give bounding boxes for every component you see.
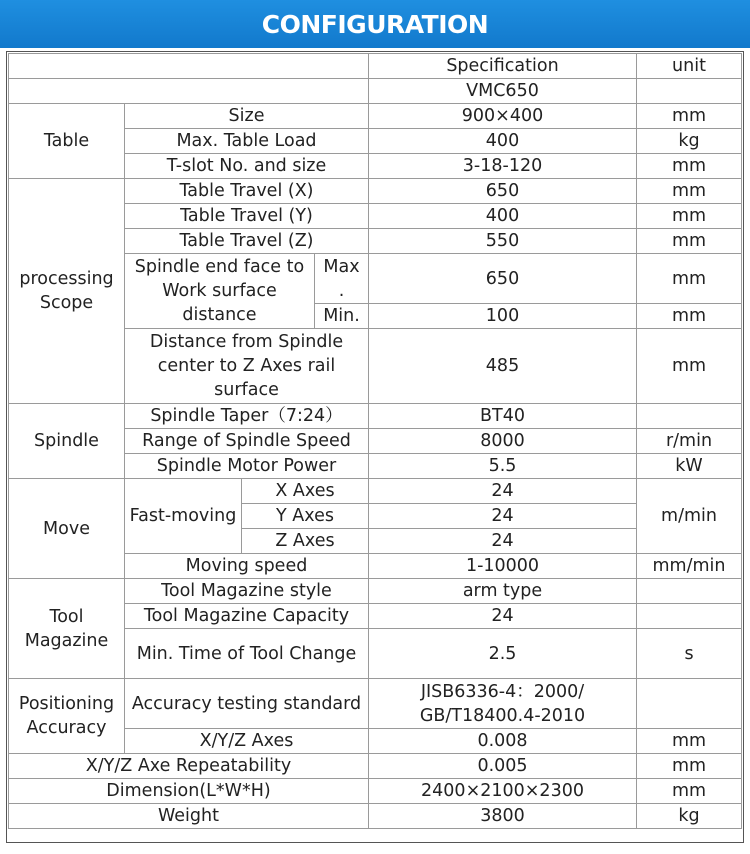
row-unit bbox=[637, 404, 742, 429]
row-unit: mm bbox=[637, 154, 742, 179]
row-unit: mm bbox=[637, 104, 742, 129]
row-label: T-slot No. and size bbox=[125, 154, 369, 179]
table-row bbox=[9, 679, 742, 704]
min-label: Min. bbox=[315, 304, 369, 329]
row-unit: s bbox=[637, 629, 742, 679]
row-value: 485 bbox=[369, 329, 637, 404]
table-row bbox=[9, 779, 742, 804]
row-value: 100 bbox=[369, 304, 637, 329]
row-label: Max. Table Load bbox=[125, 129, 369, 154]
row-label: X/Y/Z Axes bbox=[125, 729, 369, 754]
row-value: 900×400 bbox=[369, 104, 637, 129]
row-value: 24 bbox=[369, 604, 637, 629]
table-row bbox=[9, 579, 742, 604]
row-unit: mm/min bbox=[637, 554, 742, 579]
row-label: Spindle Taper（7:24） bbox=[125, 404, 369, 429]
max-label: Max . bbox=[315, 254, 369, 304]
row-label: Accuracy testing standard bbox=[125, 679, 369, 729]
header-blank-cell bbox=[9, 54, 369, 79]
row-value: 650 bbox=[369, 179, 637, 204]
table-row bbox=[9, 479, 742, 504]
row-value: 3800 bbox=[369, 804, 637, 829]
table-row bbox=[9, 804, 742, 829]
table-row bbox=[9, 54, 742, 79]
row-value: JISB6336-4：2000/ GB/T18400.4-2010 bbox=[369, 679, 637, 729]
row-value: 2400×2100×2300 bbox=[369, 779, 637, 804]
row-value: 8000 bbox=[369, 429, 637, 454]
table-row bbox=[9, 179, 742, 204]
row-value: BT40 bbox=[369, 404, 637, 429]
row-value: 1-10000 bbox=[369, 554, 637, 579]
row-label: Distance from Spindle center to Z Axes rail surface bbox=[125, 329, 369, 404]
row-value: 0.005 bbox=[369, 754, 637, 779]
row-value: 0.008 bbox=[369, 729, 637, 754]
row-label: Tool Magazine style bbox=[125, 579, 369, 604]
row-label: Range of Spindle Speed bbox=[125, 429, 369, 454]
row-label: X/Y/Z Axe Repeatability bbox=[9, 754, 369, 779]
row-unit: mm bbox=[637, 729, 742, 754]
group-positioning: Positioning Accuracy bbox=[9, 679, 125, 754]
row-label: Spindle Motor Power bbox=[125, 454, 369, 479]
row-unit: mm bbox=[637, 254, 742, 304]
row-label: Weight bbox=[9, 804, 369, 829]
row-label: Table Travel (Z) bbox=[125, 229, 369, 254]
row-value: 3-18-120 bbox=[369, 154, 637, 179]
row-unit: r/min bbox=[637, 429, 742, 454]
group-tool-magazine: Tool Magazine bbox=[9, 579, 125, 679]
row-label: Table Travel (X) bbox=[125, 179, 369, 204]
row-value: 400 bbox=[369, 129, 637, 154]
row-unit: mm bbox=[637, 779, 742, 804]
table-row bbox=[9, 104, 742, 129]
configuration-banner bbox=[0, 0, 750, 48]
row-value: 550 bbox=[369, 229, 637, 254]
group-table: Table bbox=[9, 104, 125, 179]
row-label: Tool Magazine Capacity bbox=[125, 604, 369, 629]
spec-table bbox=[8, 53, 742, 829]
row-value: 2.5 bbox=[369, 629, 637, 679]
row-unit bbox=[637, 579, 742, 604]
row-unit: kg bbox=[637, 129, 742, 154]
table-row bbox=[9, 404, 742, 429]
row-unit bbox=[637, 679, 742, 729]
axis-label: Y Axes bbox=[242, 504, 369, 529]
fast-moving-label: Fast-moving bbox=[125, 479, 242, 554]
model-value: VMC650 bbox=[369, 79, 637, 104]
row-label: Min. Time of Tool Change bbox=[125, 629, 369, 679]
table-row bbox=[9, 754, 742, 779]
row-unit: mm bbox=[637, 304, 742, 329]
row-label: Size bbox=[125, 104, 369, 129]
row-unit: kW bbox=[637, 454, 742, 479]
row-label: Dimension(L*W*H) bbox=[9, 779, 369, 804]
row-value: 24 bbox=[369, 529, 637, 554]
row-value: 650 bbox=[369, 254, 637, 304]
row-value: 5.5 bbox=[369, 454, 637, 479]
row-value: 24 bbox=[369, 504, 637, 529]
axis-label: X Axes bbox=[242, 479, 369, 504]
axis-label: Z Axes bbox=[242, 529, 369, 554]
group-processing: processing Scope bbox=[9, 179, 125, 404]
row-unit bbox=[637, 604, 742, 629]
group-spindle: Spindle bbox=[9, 404, 125, 479]
header-specification: Specification bbox=[369, 54, 637, 79]
table-row bbox=[9, 79, 742, 104]
row-unit: mm bbox=[637, 179, 742, 204]
model-blank-cell bbox=[9, 79, 369, 104]
row-value: arm type bbox=[369, 579, 637, 604]
model-unit-blank bbox=[637, 79, 742, 104]
row-label: Spindle end face to Work surface distance bbox=[125, 254, 315, 329]
banner-title: CONFIGURATION bbox=[261, 9, 489, 39]
header-unit: unit bbox=[637, 54, 742, 79]
row-label: Table Travel (Y) bbox=[125, 204, 369, 229]
row-unit: mm bbox=[637, 329, 742, 404]
row-unit: mm bbox=[637, 204, 742, 229]
group-move: Move bbox=[9, 479, 125, 579]
row-unit: mm bbox=[637, 229, 742, 254]
row-value: 24 bbox=[369, 479, 637, 504]
row-label: Moving speed bbox=[125, 554, 369, 579]
row-unit: mm bbox=[637, 754, 742, 779]
row-unit: m/min bbox=[637, 479, 742, 554]
row-unit: kg bbox=[637, 804, 742, 829]
row-value: 400 bbox=[369, 204, 637, 229]
